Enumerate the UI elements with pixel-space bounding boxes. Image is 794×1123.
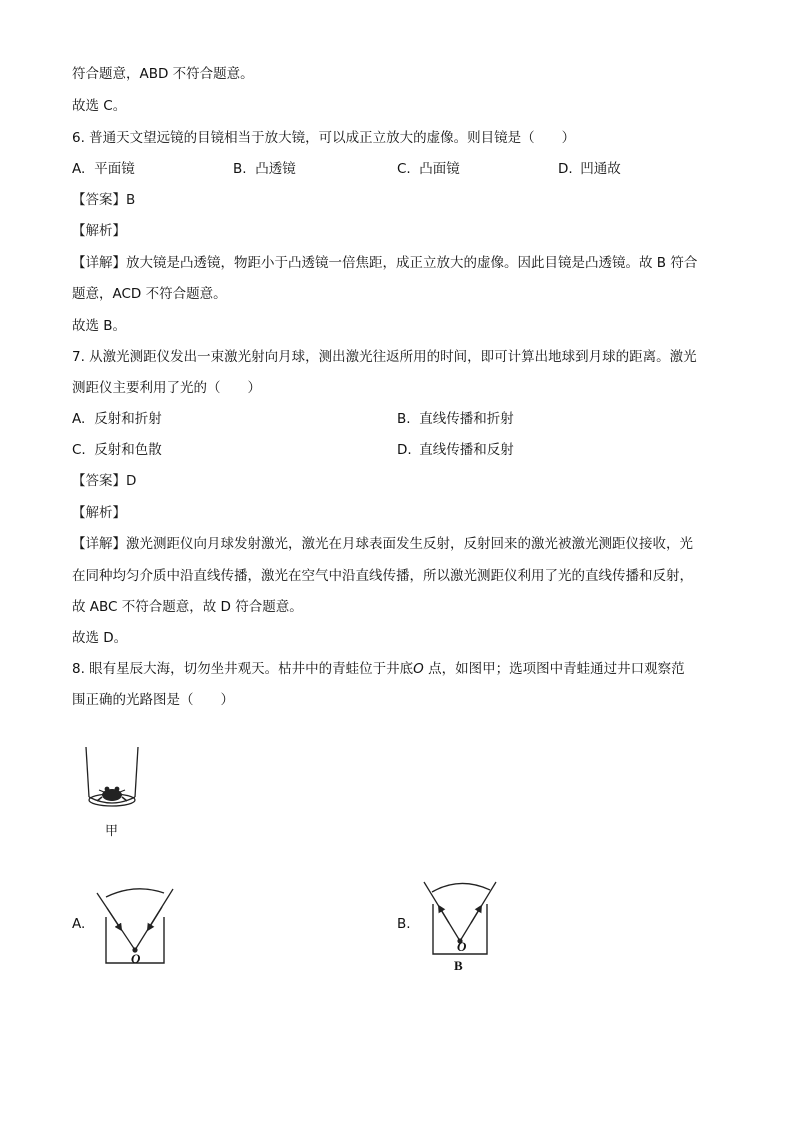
question-7-line-2: 测距仪主要利用了光的（ ） (72, 380, 261, 396)
question-8-text-pre: 8. 眼有星辰大海，切勿坐井观天。枯井中的青蛙位于井底 (72, 661, 414, 677)
q6-option-b-label: B. (233, 161, 247, 177)
q7-option-d-text: 直线传播和反射 (419, 442, 514, 458)
q7-detail-line-2: 在同种均匀介质中沿直线传播，激光在空气中沿直线传播，所以激光测距仪利用了光的直线传播和反射， (72, 568, 693, 584)
q6-option-c (397, 159, 460, 179)
question-6: 6. 普通天文望远镜的目镜相当于放大镜，可以成正立放大的虚像。则目镜是（ ） (72, 130, 576, 146)
q8-figure-a-point-o: O (131, 951, 141, 966)
prev-choice-line: 故选 C。 (72, 98, 127, 114)
q6-option-a-label: A. (72, 161, 86, 177)
q7-option-c-text: 反射和色散 (94, 442, 162, 458)
q7-analysis-heading: 【解析】 (72, 505, 126, 521)
q8-figure-b-caption: B (454, 958, 463, 973)
q6-option-d-text: 凹通故 (580, 161, 621, 177)
q6-option-a-text: 平面镜 (94, 161, 135, 177)
q7-option-a-label: A. (72, 411, 86, 427)
q7-detail-line-1: 【详解】激光测距仪向月球发射激光，激光在月球表面发生反射，反射回来的激光被激光测距仪接收，光 (72, 536, 693, 552)
q6-option-d (558, 159, 621, 179)
q6-option-b-text: 凸透镜 (255, 161, 296, 177)
q6-analysis-heading: 【解析】 (72, 223, 126, 239)
q7-option-c (72, 440, 162, 460)
q6-detail-line-1: 【详解】放大镜是凸透镜，物距小于凸透镜一倍焦距，成正立放大的虚像。因此目镜是凸透镜。故 B 符合 (72, 255, 698, 271)
question-7-line-1: 7. 从激光测距仪发出一束激光射向月球，测出激光往返所用的时间，即可计算出地球到月球的距离。激光 (72, 349, 697, 365)
q8-option-b-label: B. (397, 916, 411, 932)
q6-option-a (72, 159, 135, 179)
q6-option-c-text: 凸面镜 (419, 161, 460, 177)
q6-answer: 【答案】B (72, 192, 136, 208)
q7-answer: 【答案】D (72, 473, 137, 489)
q7-option-a-text: 反射和折射 (94, 411, 162, 427)
q7-option-d (397, 440, 514, 460)
q7-option-d-label: D. (397, 442, 412, 458)
question-8-line-2: 围正确的光路图是（ ） (72, 692, 234, 708)
q8-option-a-label: A. (72, 916, 86, 932)
figure-jia-well (80, 745, 150, 820)
q8-figure-b-point-o: O (457, 939, 467, 954)
figure-jia-label: 甲 (105, 823, 119, 838)
q6-option-c-label: C. (397, 161, 411, 177)
q7-option-b-text: 直线传播和折射 (419, 411, 514, 427)
q7-detail-line-3: 故 ABC 不符合题意，故 D 符合题意。 (72, 599, 303, 615)
point-o-ref: O (413, 661, 424, 677)
q7-option-b-label: B. (397, 411, 411, 427)
q6-choice: 故选 B。 (72, 318, 127, 334)
q7-option-a (72, 409, 162, 429)
q6-option-d-label: D. (558, 161, 573, 177)
frog-icon (97, 787, 127, 801)
q6-detail-line-2: 题意，ACD 不符合题意。 (72, 286, 227, 302)
q7-option-c-label: C. (72, 442, 86, 458)
q6-option-b (233, 159, 296, 179)
question-8-text-post: 点，如图甲；选项图中青蛙通过井口观察范 (423, 661, 685, 677)
q7-option-b (397, 409, 514, 429)
prev-answer-line: 符合题意，ABD 不符合题意。 (72, 66, 254, 82)
question-8-line-1 (72, 659, 685, 679)
q7-choice: 故选 D。 (72, 630, 128, 646)
